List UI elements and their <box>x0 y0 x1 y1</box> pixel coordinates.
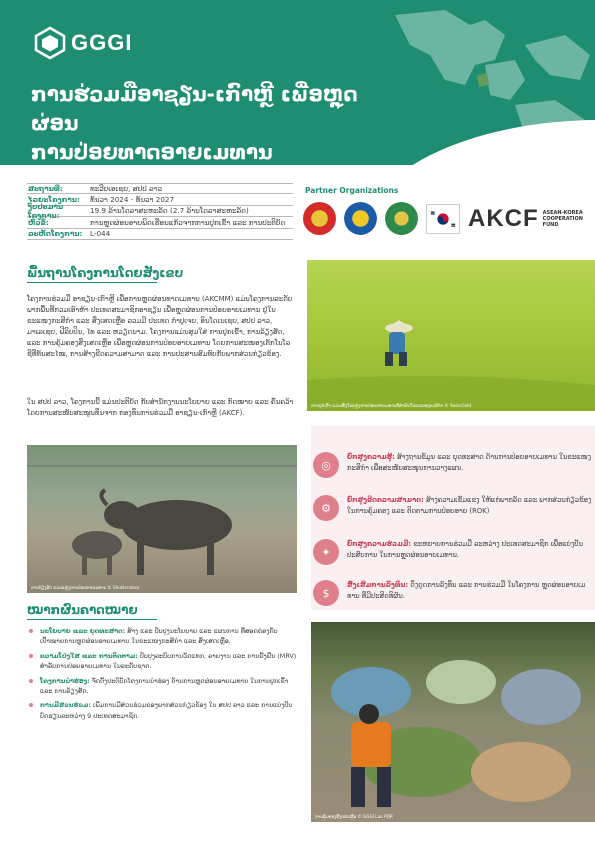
objective-body: ສ້າງຖານຂໍ້ມູນ ແລະ ຍຸດທະສາດ ດ້ານການປ່ອຍອາຍເມທານ ໃນຂະແໜງກະສິກຳ ເພື່ອສະໜັບສະໜູນການວາງແຜນ. <box>347 453 591 472</box>
info-value: L-044 <box>90 229 111 239</box>
outcome-body: ປັບປຸງລະບົບການວັດແທກ, ລາຍງານ ແລະ ການຢັ້ງຢືນ (MRV) ສຳລັບການປ່ອຍອາຍເມທານ ໃນລະດັບຊາດ. <box>40 651 297 671</box>
list-item <box>27 676 299 697</box>
objective-text <box>347 452 595 478</box>
akcf-logo-text: AKCF <box>468 204 539 232</box>
objective-text <box>347 539 595 565</box>
lao-ministry-seal-icon <box>385 202 418 235</box>
akcf-sub-line: COOPERATION <box>542 215 583 222</box>
objective-head: ຍົກສູງຂີດຄວາມສາມາດ: <box>347 496 424 504</box>
akcf-logo-subtitle <box>543 210 583 228</box>
list-item <box>27 700 299 721</box>
objective-text <box>347 580 595 606</box>
overview-heading: ພື້ນຖານໂຄງການໂດຍສັງເຂບ <box>27 266 184 280</box>
info-label: ຫົວຂໍ້: <box>28 217 49 227</box>
akcf-sub-line: FUND <box>542 221 559 228</box>
objective-item <box>313 495 595 521</box>
knowledge-icon: ◎ <box>313 452 339 478</box>
partners-heading: Partner Organizations <box>305 186 399 195</box>
outcome-body: ຈັດຕັ້ງປະຕິບັດໂຄງການນຳຮ່ອງ ດ້ານການຫຼຸດຜ່ອນອາຍເມທານ ໃນການປູກເຂົ້າ ແລະ ການລ້ຽງສັດ. <box>40 676 289 696</box>
objective-head: ສົ່ງເສີມການລົງທຶນ: <box>347 581 409 589</box>
outcome-head: ການມີສ່ວນຮ່ວມ: <box>40 701 91 710</box>
list-item <box>27 651 299 672</box>
outcome-body: ສ້າງ ແລະ ປັບປຸງນະໂຍບາຍ ແລະ ແຜນການ ທີ່ສອດຄ່ອງກັບເປົ້າໝາຍການຫຼຸດຜ່ອນອາຍເມທານ ໃນຂະແໜງກະສິກຳ ແລະ ສິ່ງເສດເຫຼືອ. <box>40 627 278 646</box>
info-label: ງົບປະມານໂຄງການ: <box>28 201 64 220</box>
info-row-budget <box>27 201 293 220</box>
info-label: ສະຖານທີ່: <box>28 184 63 194</box>
info-label: ລະຫັດໂຄງການ: <box>28 229 83 239</box>
project-info-table <box>27 183 293 240</box>
akcf-sub-line: ASEAN-KOREA <box>542 209 583 216</box>
taegeuk-icon <box>429 209 457 229</box>
title-line-1: ການຮ່ວມມືອາຊຽນ-ເກົາຫຼີ ເພື່ອຫຼຸດຜ່ອນ <box>31 82 358 135</box>
objective-item <box>313 580 595 606</box>
waste-sorting-photo <box>311 622 595 822</box>
page-title <box>31 80 371 165</box>
gggi-logo <box>33 26 132 60</box>
waste-photo-caption: ການຄຸ້ມຄອງສິ່ງເສດເຫຼືອ © GGGI Lao PDR <box>315 813 393 819</box>
objective-body: ຂະຫຍາຍການຮ່ວມມື ລະຫວ່າງ ປະເທດສະມາຊິກ ເພື່ອແບ່ງປັນປະສົບການ ໃນການຫຼຸດຜ່ອນອາຍເມທານ. <box>347 540 583 559</box>
info-value: ການຫຼຸດຜ່ອນອາຍພິດເຮືອນແກ້ວຈາກການປູກເຂົ້າ ແລະ ການປະຕິບັດ <box>90 217 286 227</box>
gggi-logo-text: GGGI <box>71 30 133 55</box>
investment-icon: $ <box>313 580 339 606</box>
outcomes-list <box>27 626 299 725</box>
info-value: ທະວີບເອເຊຍ, ສປປ ລາວ <box>90 184 163 194</box>
waste-pile-figure-icon <box>311 622 595 822</box>
title-line-2: ການປ່ອຍທາດອາຍເມທານ <box>31 140 273 164</box>
outcomes-heading: ໝາກຜົນຄາດໝາຍ <box>27 603 138 617</box>
objective-body: ສ້າງຄວາມເຂັ້ມແຂງ ໃຫ້ແກ່ພາກລັດ ແລະ ພາກສ່ວນກ່ຽວຂ້ອງ ໃນການຄຸ້ມຄອງ ແລະ ຕິດຕາມການປ່ອຍອາຍ (ROK) <box>347 496 592 515</box>
capacity-icon: ⚙ <box>313 495 339 521</box>
asean-logo-icon <box>344 202 377 235</box>
objective-item <box>313 452 595 478</box>
info-value: ທັນວາ 2024 - ທັນວາ 2027 <box>90 195 175 205</box>
objective-item <box>313 539 595 565</box>
outcome-head: ຄວາມໂປ່ງໃສ ແລະ ການຕິດຕາມ: <box>40 651 138 660</box>
rice-photo-caption: ການປູກເຂົ້າ ແມ່ນໜຶ່ງໃນແຫຼ່ງການປ່ອຍອາຍເມທານທີ່ສຳຄັນໃນຂະແໜງກະສິກຳ © SwissGold <box>311 402 472 408</box>
info-row-location <box>27 183 293 194</box>
overview-paragraph-2: ໃນ ສປປ ລາວ, ໂຄງການນີ້ ແມ່ນປະຕິບັດ ກັບສຳນັກງານນະໂຍບາຍ ແລະ ກົດໝາຍ ແລະ ຄົ້ນຄວ້າ ໂດຍການສະໜັບສະໜູນທຶນຈາກ ກອງທຶນການຮ່ວມມື ອາຊຽນ-ເກົາຫຼີ (AKCF). <box>27 398 294 418</box>
akcf-logo <box>468 205 583 233</box>
outcome-head: ໂຄງການນຳຮ່ອງ: <box>40 676 90 685</box>
info-label: ໄລຍະໂຄງການ: <box>28 195 80 205</box>
farmer-figure-icon <box>307 260 595 411</box>
info-row-topic <box>27 217 293 228</box>
cooperation-icon: ✦ <box>313 539 339 565</box>
partner-logos <box>303 202 583 235</box>
outcome-head: ນະໂຍບາຍ ແລະ ຍຸດທະສາດ: <box>40 627 126 635</box>
objective-head: ຍົກສູງຄວາມຮູ້: <box>347 453 395 461</box>
gggi-cube-icon <box>33 26 67 60</box>
objective-head: ຍົກສູງຄວາມຮ່ວມມື: <box>347 540 412 548</box>
asean-emblem-icon <box>303 202 336 235</box>
korea-flag-icon <box>426 204 460 234</box>
info-row-code <box>27 229 293 240</box>
overview-paragraph-1: ໂຄງການຮ່ວມມື ອາຊຽນ-ເກົາຫຼີ ເພື່ອການຫຼຸດຜ່ອນທາດເມທານ (AKCMM) ແມ່ນໂຄງການລະດັບພາກພື້ນທີ່ກວມເອົາຫ້າ ປະເທດສະມາຊິກອາຊຽນ ເພື່ອຫຼຸດຜ່ອນການປ່ອຍອາຍເມທານ ຢູ່ໃນຂະແໜງກະສິກຳ ແລະ ສິ່ງເສດເຫຼືອ ລວມມີ ປະເທດ ກຳປູເຈຍ, ອິນໂດເນເຊຍ, ສປປ ລາວ, ມາເລເຊຍ, ຟີລິບປິນ, ໄທ ແລະ ຫວຽດນາມ. ໂຄງການແມ່ນສຸມໃສ່ ການປູກເຂົ້າ, ການລ້ຽງສັດ, ແລະ ການຄຸ້ມຄອງສິ່ງເສດເຫຼືອ ເພື່ອຫຼຸດຜ່ອນການປ່ອຍອາຍເມທານ ໂດຍການສະໜອງເຕັກໂນໂລຊີທີ່ທັນສະໄໝ, ການສ້າງຂີດຄວາມສາມາດ ແລະ ການປະສານສົມທົບກັບພາກສ່ວນກ່ຽວຂ້ອງ. <box>27 295 293 359</box>
objective-text <box>347 495 595 521</box>
buffalo-photo-caption: ການລ້ຽງສັດ ແມ່ນແຫຼ່ງການປ່ອຍອາຍເມທານ © Shutterstock <box>31 584 140 590</box>
buffalo-figure-icon <box>27 445 297 593</box>
header-banner <box>0 0 595 165</box>
outcome-body: ເພີ່ມການມີສ່ວນຮ່ວມຂອງພາກສ່ວນກ່ຽວຂ້ອງ ໃນ ສປປ ລາວ ແລະ ການແບ່ງປັນບົດຮຽນລະຫວ່າງ 9 ປະເທດສະມາຊິກ. <box>40 701 293 720</box>
info-value: 19.9 ລ້ານໂດລາສະຫະລັດ (2.7 ລ້ານໂດລາສະຫະລັດ) <box>90 206 249 216</box>
objective-body: ດຶງດູດການລົງທຶນ ແລະ ການຮ່ວມມື ໃນໂຄງການ ຫຼຸດຜ່ອນອາຍເມທານ ທີ່ມີປະສິດທິຜົນ. <box>347 581 586 600</box>
list-item <box>27 626 299 647</box>
buffalo-photo <box>27 445 297 593</box>
rice-field-photo <box>307 260 595 411</box>
